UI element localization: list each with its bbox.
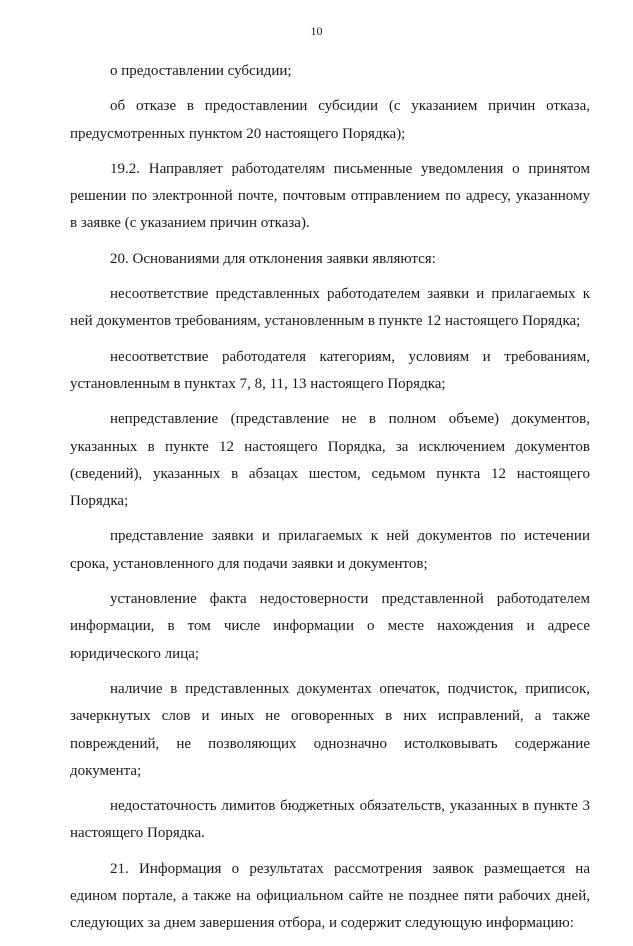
paragraph: несоответствие работодателя категориям, условиям и требованиям, установленным в пунктах 7, 8, 11, 13 настоящего Порядка; — [70, 348, 590, 392]
paragraph: об отказе в предоставлении субсидии (с указанием причин отказа, предусмотренных пунктом 20 настоящего Порядка); — [70, 98, 590, 142]
document-body — [70, 58, 590, 946]
paragraph: непредставление (представление не в полном объеме) документов, указанных в пункте 12 настоящего Порядка, за исключением документов (сведений), указанных в абзацах шестом, седьмом пункта 12 настоящего Порядка; — [70, 411, 590, 510]
paragraph: недостаточность лимитов бюджетных обязательств, указанных в пункте 3 настоящего Порядка. — [70, 798, 590, 842]
paragraph: 20. Основаниями для отклонения заявки являются: — [110, 250, 436, 267]
paragraph: наличие в представленных документах опечаток, подчисток, приписок, зачеркнутых слов и иных не оговоренных в них исправлений, а также повреждений, не позволяющих однозначно истолковывать содержание документа; — [70, 680, 590, 779]
paragraph: представление заявки и прилагаемых к ней документов по истечении срока, установленного для подачи заявки и документов; — [70, 528, 590, 572]
paragraph: 21. Информация о результатах рассмотрения заявок размещается на едином портале, а также на официальном сайте не позднее пяти рабочих дней, следующих за днем завершения отбора, и содержит следующую информацию: — [70, 860, 590, 932]
paragraph: несоответствие представленных работодателем заявки и прилагаемых к ней документов требованиям, установленным в пункте 12 настоящего Порядка; — [70, 286, 590, 330]
paragraph: о предоставлении субсидии; — [110, 63, 292, 79]
page-number: 10 — [310, 24, 323, 38]
paragraph: 19.2. Направляет работодателям письменные уведомления о принятом решении по электронной почте, почтовым отправлением по адресу, указанному в заявке (с указанием причин отказа). — [70, 160, 590, 232]
paragraph: установление факта недостоверности представленной работодателем информации, в том числе информации о месте нахождения и адресе юридического лица; — [70, 591, 590, 662]
